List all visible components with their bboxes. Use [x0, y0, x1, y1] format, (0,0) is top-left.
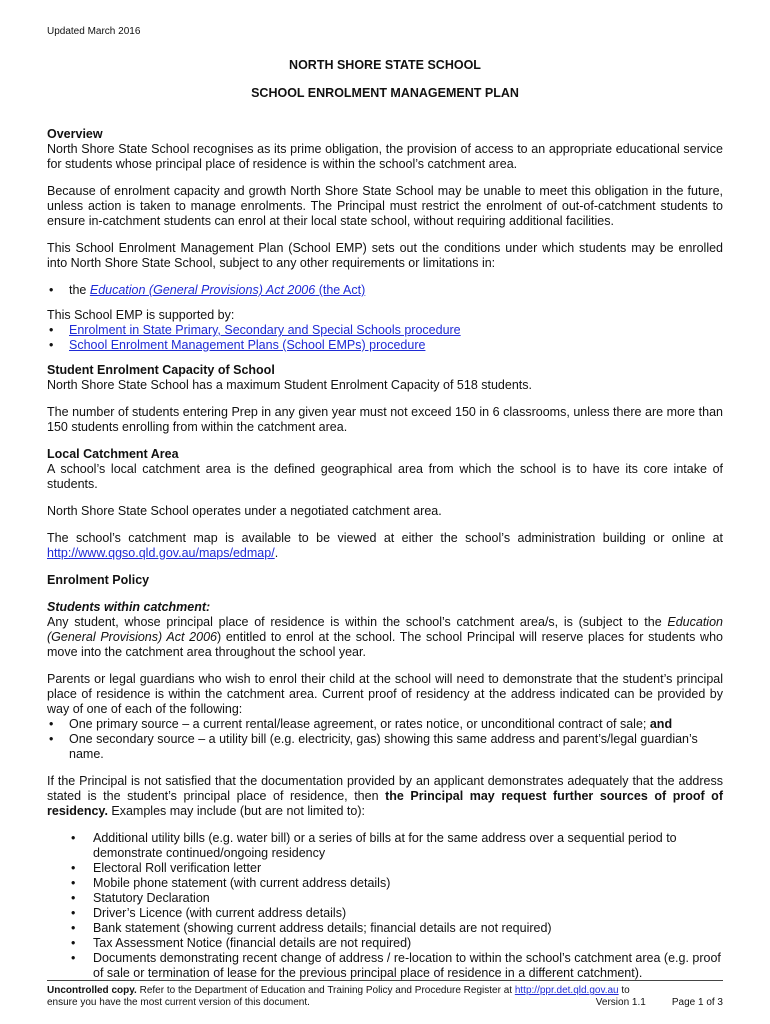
act-prefix: the — [69, 283, 90, 297]
catchment-map-text: The school’s catchment map is available to be viewed at either the school’s administration building or online at — [47, 531, 723, 545]
overview-heading: Overview — [47, 127, 103, 141]
example-item: • Mobile phone statement (with current address details) — [47, 876, 723, 891]
overview-paragraph-2: Because of enrolment capacity and growth North Shore State School may be unable to meet this obligation in the future, unless action is taken to manage enrolments. The Principal must restrict the enrolment of out-of-catchment students to ensure in-catchment students can enrol at their local state school, without requiring additional facilities. — [47, 184, 723, 228]
act-link[interactable]: Education (General Provisions) Act 2006 — [89, 283, 316, 297]
footer-line-1 — [47, 985, 723, 997]
act-list — [47, 283, 723, 298]
capacity-paragraph-1: North Shore State School has a maximum Student Enrolment Capacity of 518 students. — [47, 378, 532, 392]
ppr-link[interactable]: http://ppr.det.qld.gov.au — [514, 985, 619, 996]
example-item: • Bank statement (showing current address details; financial details are not required) — [47, 921, 723, 936]
footer-text-end: to — [618, 985, 630, 996]
policy-paragraph-3 — [47, 774, 723, 819]
plan-title: SCHOOL ENROLMENT MANAGEMENT PLAN — [251, 86, 519, 100]
within-catchment-subheading: Students within catchment: — [47, 600, 211, 614]
catchment-map-link[interactable]: http://www.qgso.qld.gov.au/maps/edmap/ — [47, 546, 275, 560]
examples-list — [47, 831, 723, 981]
capacity-heading: Student Enrolment Capacity of School — [47, 363, 275, 377]
primary-source-and: and — [649, 717, 673, 731]
school-title: NORTH SHORE STATE SCHOOL — [289, 58, 481, 72]
emp-procedure-link[interactable]: School Enrolment Management Plans (School EMPs) procedure — [69, 338, 426, 352]
primary-source-text: One primary source – a current rental/lease agreement, or rates notice, or unconditional contract of sale; — [69, 717, 650, 731]
policy-p1-start: Any student, whose principal place of residence is within the school’s catchment area/s, is (subject to the — [47, 615, 668, 629]
secondary-source-item: • One secondary source – a utility bill (e.g. electricity, gas) showing this same address and parent’s/legal guardian’s name. — [47, 732, 723, 762]
overview-paragraph-3: This School Enrolment Management Plan (School EMP) sets out the conditions under which students may be enrolled into North Shore State School, subject to any other requirements or limitations in: — [47, 241, 723, 270]
catchment-paragraph-2: North Shore State School operates under a negotiated catchment area. — [47, 504, 442, 518]
proof-sources-list — [47, 717, 723, 762]
supported-by-text: This School EMP is supported by: — [47, 308, 235, 322]
uncontrolled-copy-label: Uncontrolled copy. — [47, 985, 137, 996]
catchment-heading: Local Catchment Area — [47, 447, 179, 461]
enrolment-policy-heading: Enrolment Policy — [47, 573, 150, 587]
policy-p3-bold: the Principal may request further sources of proof of residency. — [47, 789, 723, 818]
procedure-link-item — [47, 338, 723, 353]
enrolment-procedure-link[interactable]: Enrolment in State Primary, Secondary and Special Schools procedure — [69, 323, 461, 337]
example-item: • Additional utility bills (e.g. water bill) or a series of bills at for the same address over a sequential period to demonstrate continued/ongoing residency — [47, 831, 723, 861]
catchment-paragraph-1: A school’s local catchment area is the defined geographical area from which the school is to have its core intake of students. — [47, 462, 723, 491]
footer-text: Refer to the Department of Education and Training Policy and Procedure Register at — [136, 985, 515, 996]
policy-paragraph-1 — [47, 615, 723, 660]
document-body — [47, 127, 723, 993]
procedure-links — [47, 323, 723, 353]
policy-paragraph-2: Parents or legal guardians who wish to enrol their child at the school will need to demonstrate that the student’s principal place of residence is within the catchment area. Current proof of residency at the address indicated can be provided by way of one of each of the following: — [47, 672, 723, 716]
policy-p3-start: If the Principal is not satisfied that the documentation provided by an applicant demonstrates adequately that the address stated is the student’s principal place of residence, then — [47, 774, 723, 803]
page-number: Page 1 of 3 — [671, 997, 723, 1008]
primary-source-item — [47, 717, 723, 732]
example-item: • Statutory Declaration — [47, 891, 723, 906]
updated-date: Updated March 2016 — [47, 26, 141, 37]
act-link-suffix[interactable]: (the Act) — [315, 283, 366, 297]
policy-act-italic: Education (General Provisions) Act 2006 — [47, 615, 723, 644]
example-item: • Driver’s Licence (with current address details) — [47, 906, 723, 921]
footer-line-2: ensure you have the most current version of this document. — [47, 997, 310, 1008]
footer-divider — [47, 980, 723, 981]
example-item: • Electoral Roll verification letter — [47, 861, 723, 876]
footer-version-page — [596, 997, 723, 1009]
version-label: Version 1.1 — [595, 997, 646, 1008]
example-item: • Tax Assessment Notice (financial details are not required) — [47, 936, 723, 951]
policy-p3-end: Examples may include (but are not limited to): — [107, 804, 365, 818]
policy-p1-end: ) entitled to enrol at the school. The school Principal will reserve places for students who move into the catchment area throughout the school year. — [47, 630, 723, 659]
act-list-item — [47, 283, 723, 298]
footer — [47, 985, 723, 1009]
example-item: • Documents demonstrating recent change of address / re-location to within the school’s catchment area (e.g. proof of sale or termination of lease for the previous principal place of residence in a different catchment). — [47, 951, 723, 981]
procedure-link-item — [47, 323, 723, 338]
overview-paragraph-1: North Shore State School recognises as its prime obligation, the provision of access to an appropriate educational service for students whose principal place of residence is within the school’s catchment area. — [47, 142, 723, 171]
capacity-paragraph-2: The number of students entering Prep in any given year must not exceed 150 in 6 classrooms, unless there are more than 150 students enrolling from within the catchment area. — [47, 405, 723, 434]
catchment-paragraph-3 — [47, 531, 723, 561]
catchment-map-end: . — [274, 546, 279, 560]
